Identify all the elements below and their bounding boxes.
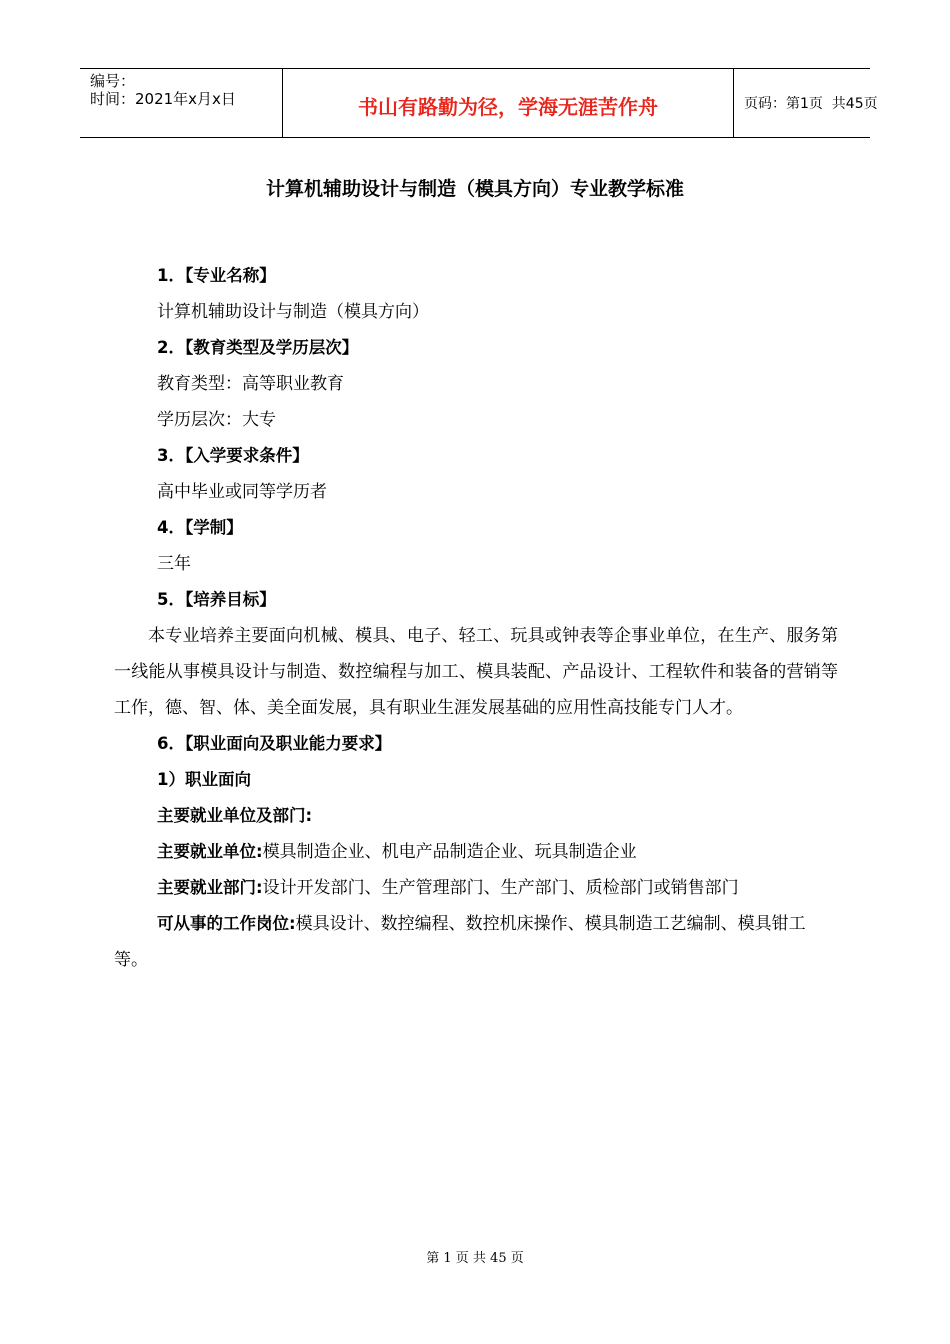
job-posts-label: 可从事的工作岗位: [157, 914, 296, 933]
employment-units-line [114, 834, 838, 870]
section-3-text: 高中毕业或同等学历者 [157, 482, 327, 502]
section-3-heading: 3．【入学要求条件】 [157, 446, 309, 465]
section-1-text: 计算机辅助设计与制造（模具方向） [157, 302, 429, 322]
section-4-heading: 4．【学制】 [157, 518, 243, 537]
employment-depts-line [114, 870, 838, 906]
employment-units-heading: 主要就业单位及部门: [157, 806, 313, 825]
section-1-heading: 1．【专业名称】 [157, 266, 276, 285]
job-posts-text: 模具设计、数控编程、数控机床操作、模具制造工艺编制、模具钳工等。 [114, 914, 806, 970]
employment-units-text: 模具制造企业、机电产品制造企业、玩具制造企业 [262, 842, 637, 862]
document-title: 计算机辅助设计与制造（模具方向）专业教学标准 [265, 178, 684, 200]
section-2-text-2: 学历层次：大专 [157, 410, 276, 430]
section-2-text-1: 教育类型：高等职业教育 [157, 374, 344, 394]
header-meta-cell [80, 69, 282, 137]
page-footer: 第 1 页 共 45 页 [426, 1251, 524, 1266]
section-6-subheading: 1）职业面向 [157, 770, 251, 789]
section-5-paragraph: 本专业培养主要面向机械、模具、电子、轻工、玩具或钟表等企事业单位，在生产、服务第一线能从事模具设计与制造、数控编程与加工、模具装配、产品设计、工程软件和装备的营销等工作，德、智、体、美全面发展，具有职业生涯发展基础的应用性高技能专门人才。 [114, 626, 838, 718]
document-body [114, 258, 838, 978]
employment-depts-text: 设计开发部门、生产管理部门、生产部门、质检部门或销售部门 [262, 878, 739, 898]
employment-depts-label: 主要就业部门: [157, 878, 263, 897]
job-posts-line [114, 906, 838, 978]
employment-units-label: 主要就业单位: [157, 842, 263, 861]
section-2-heading: 2．【教育类型及学历层次】 [157, 338, 359, 357]
serial-label: 编号： [90, 72, 136, 90]
section-6-heading: 6．【职业面向及职业能力要求】 [157, 734, 392, 753]
header-motto: 书山有路勤为径，学海无涯苦作舟 [282, 69, 734, 137]
section-4-text: 三年 [157, 554, 191, 574]
section-5-heading: 5．【培养目标】 [157, 590, 276, 609]
header-page-info-cell [734, 69, 878, 137]
header-page-info: 页码：第1页 共45页 [744, 96, 878, 112]
header-table [80, 68, 878, 138]
time-label: 时间：2021年x月x日 [90, 90, 236, 108]
